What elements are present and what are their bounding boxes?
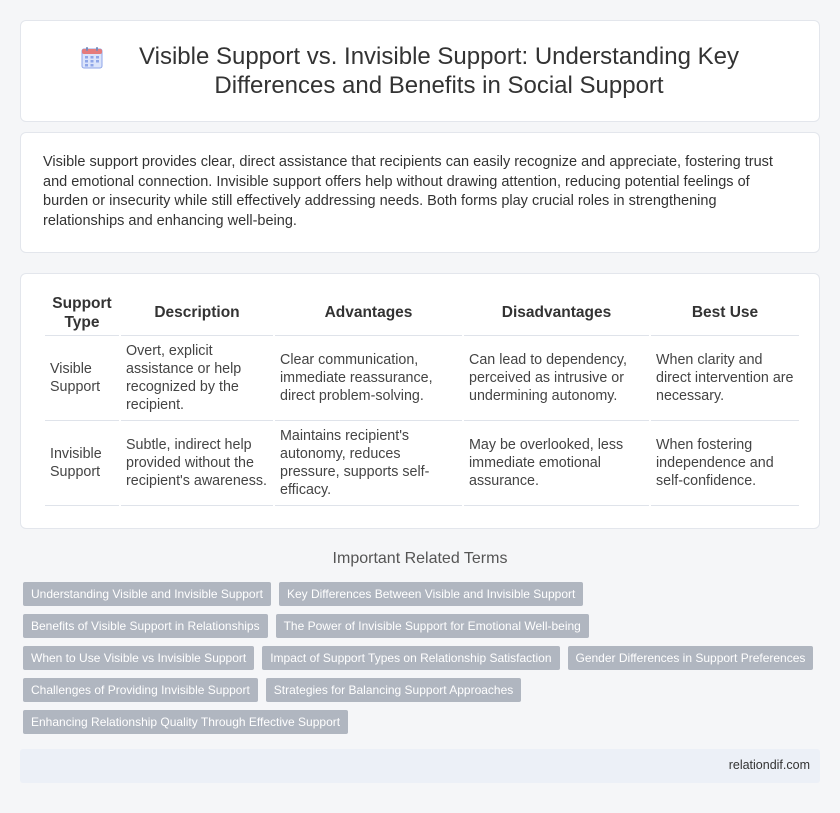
table-cell: When fostering independence and self-confidence. [651,421,799,506]
table-cell: Subtle, indirect help provided without the recipient's awareness. [121,421,273,506]
table-cell: Invisible Support [45,421,119,506]
comparison-table [43,290,801,506]
related-terms-list [23,582,823,734]
related-term-tag[interactable]: Impact of Support Types on Relationship Satisfaction [262,646,559,670]
table-cell: Clear communication, immediate reassurance, direct problem-solving. [275,336,462,421]
column-header: Disadvantages [464,290,649,336]
table-cell: Visible Support [45,336,119,421]
table-cell: Maintains recipient's autonomy, reduces pressure, supports self-efficacy. [275,421,462,506]
related-term-tag[interactable]: When to Use Visible vs Invisible Support [23,646,254,670]
column-header: Best Use [651,290,799,336]
related-term-tag[interactable]: The Power of Invisible Support for Emotional Well-being [276,614,589,638]
table-cell: Overt, explicit assistance or help recognized by the recipient. [121,336,273,421]
table-header-row [45,290,799,336]
column-header: Advantages [275,290,462,336]
related-term-tag[interactable]: Challenges of Providing Invisible Support [23,678,258,702]
related-term-tag[interactable]: Key Differences Between Visible and Invisible Support [279,582,583,606]
footer [20,749,820,783]
table-row [45,421,799,506]
table-cell: May be overlooked, less immediate emotional assurance. [464,421,649,506]
page-title: Visible Support vs. Invisible Support: Understanding Key Differences and Benefits in Social Support [139,43,739,99]
related-term-tag[interactable]: Understanding Visible and Invisible Support [23,582,271,606]
related-terms-title: Important Related Terms [332,550,508,567]
column-header: Support Type [45,290,119,336]
intro-paragraph: Visible support provides clear, direct assistance that recipients can easily recognize and appreciate, fostering trust and emotional connection. Invisible support offers help without drawing attention, reducing potential feelings of burden or insecurity while still effectively addressing needs. Both forms play crucial roles in strengthening relationships and enhancing well-being. [43,154,773,229]
table-cell: When clarity and direct intervention are necessary. [651,336,799,421]
calendar-icon [80,46,104,70]
footer-site-link[interactable]: relationdif.com [728,758,810,772]
column-header: Description [121,290,273,336]
intro-card [20,132,820,253]
related-term-tag[interactable]: Enhancing Relationship Quality Through Effective Support [23,710,348,734]
related-term-tag[interactable]: Gender Differences in Support Preferences [568,646,814,670]
title-wrap [80,42,760,100]
related-term-tag[interactable]: Benefits of Visible Support in Relationships [23,614,268,638]
related-term-tag[interactable]: Strategies for Balancing Support Approaches [266,678,521,702]
table-row [45,336,799,421]
table-card [20,273,820,529]
table-cell: Can lead to dependency, perceived as intrusive or undermining autonomy. [464,336,649,421]
title-card [20,20,820,122]
